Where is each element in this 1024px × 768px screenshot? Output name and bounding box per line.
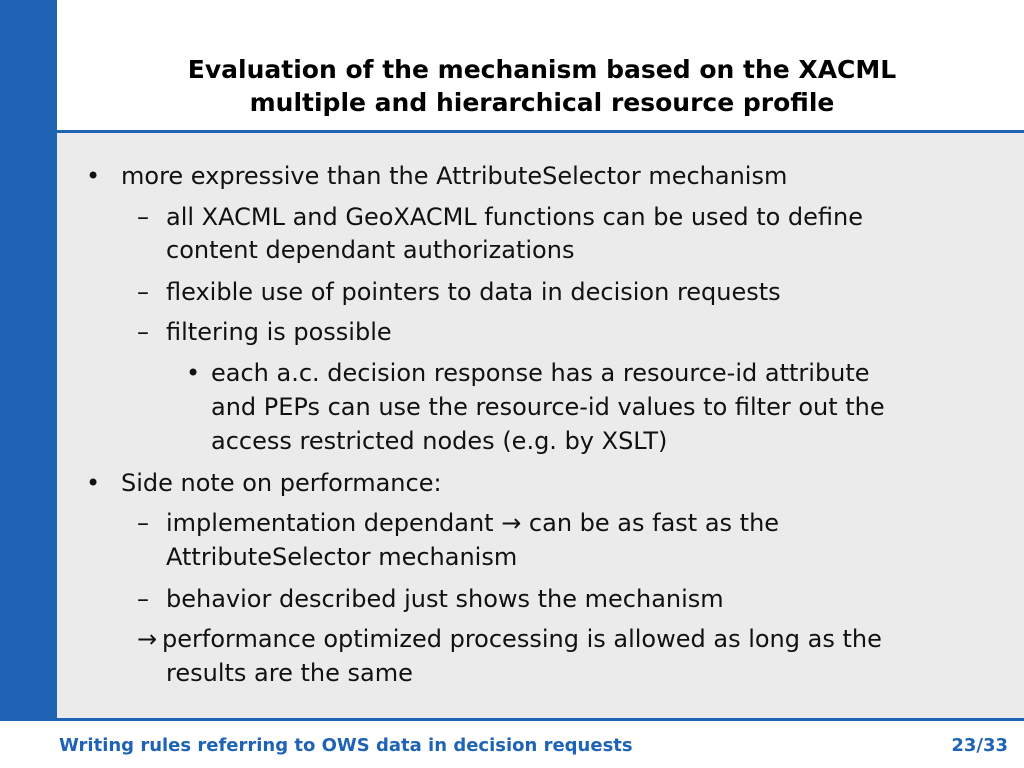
sub-bullet-text: all XACML and GeoXACML functions can be used to define — [166, 203, 864, 231]
bullet-text: more expressive than the AttributeSelector mechanism — [121, 162, 788, 190]
title-line-1: Evaluation of the mechanism based on the XACML — [187, 55, 897, 84]
sub-sub-bullet-text: and PEPs can use the resource-id values to filter out the — [211, 393, 885, 421]
bullet-text: Side note on performance: — [121, 469, 442, 497]
sub-bullet-text: filtering is possible — [166, 318, 392, 346]
sub-bullet-marker: – — [137, 203, 149, 231]
arrow-bullet-text: performance optimized processing is allowed as long as the — [162, 625, 882, 653]
sub-bullet-text: flexible use of pointers to data in decision requests — [166, 278, 781, 306]
sub-bullet-marker: – — [137, 278, 149, 306]
sub-sub-bullet-text: each a.c. decision response has a resource-id attribute — [211, 359, 870, 387]
arrow-icon: → — [137, 625, 158, 653]
sub-bullet-text: AttributeSelector mechanism — [166, 543, 518, 571]
sub-bullet-text: implementation dependant → can be as fast as the — [166, 509, 780, 537]
sub-sub-bullet-marker: • — [186, 359, 201, 387]
page-number: 23/33 — [951, 735, 1008, 756]
bullet-marker: • — [86, 469, 101, 497]
sub-bullet-marker: – — [137, 509, 149, 537]
sub-bullet-marker: – — [137, 585, 149, 613]
bullet-marker: • — [86, 162, 101, 190]
arrow-bullet-text: results are the same — [166, 659, 413, 687]
sub-sub-bullet-text: access restricted nodes (e.g. by XSLT) — [211, 427, 668, 455]
sub-bullet-text: behavior described just shows the mechanism — [166, 585, 724, 613]
title-line-2: multiple and hierarchical resource profile — [249, 88, 835, 117]
sub-bullet-marker: – — [137, 318, 149, 346]
footer-title: Writing rules referring to OWS data in decision requests — [59, 735, 633, 756]
sub-bullet-text: content dependant authorizations — [166, 236, 575, 264]
